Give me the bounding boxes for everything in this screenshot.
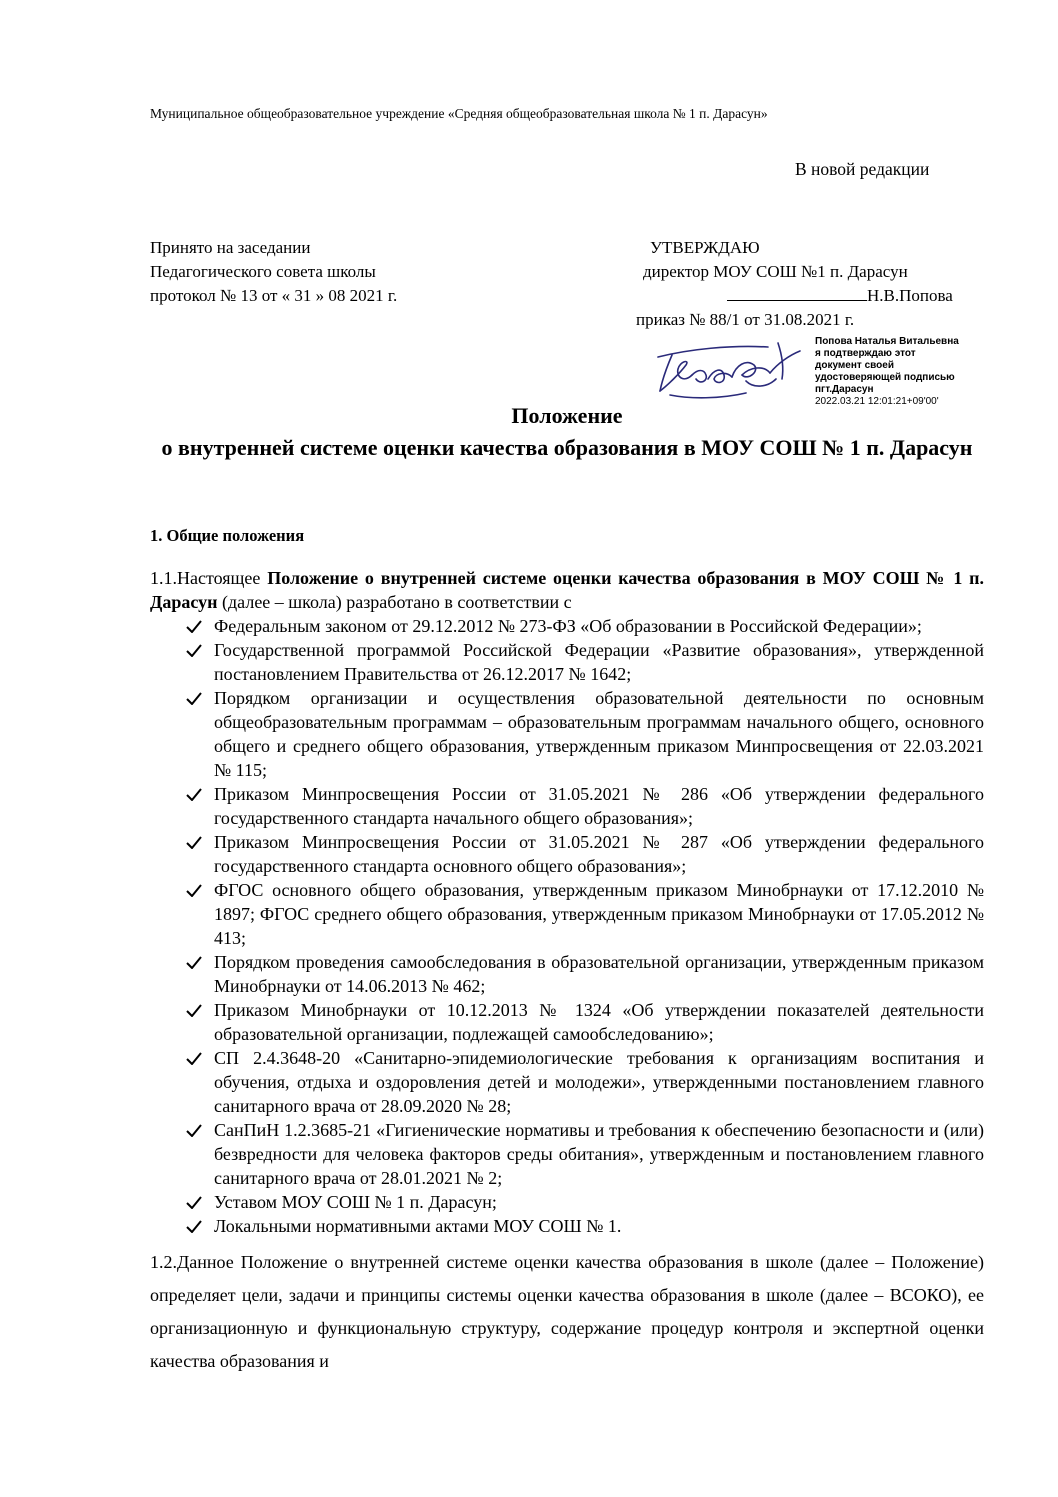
section-heading: 1. Общие положения: [150, 526, 305, 545]
list-item: [184, 1214, 984, 1238]
adopted-block: [150, 236, 397, 308]
organization-header: Муниципальное общеобразовательное учреждение «Средняя общеобразовательная школа № 1 п. Дарасун»: [150, 106, 768, 121]
stamp-date: 2022.03.21 12:01:21+09'00': [815, 396, 939, 407]
list-item: [184, 782, 984, 830]
checkmark-icon: [186, 836, 202, 849]
list-item-text: Локальными нормативными актами МОУ СОШ № 1.: [214, 1216, 622, 1236]
list-item-text: Приказом Минобрнауки от 10.12.2013 № 1324 «Об утверждении показателей деятельности образовательной организации, подлежащей самообследованию»;: [214, 1000, 984, 1044]
list-item-text: Приказом Минпросвещения России от 31.05.2021 № 287 «Об утверждении федерального государственного стандарта основного общего образования»;: [214, 832, 984, 876]
stamp-line-2: я подтверждаю этот: [815, 348, 916, 359]
approved-line-1: УТВЕРЖДАЮ: [650, 238, 760, 257]
list-item-text: Приказом Минпросвещения России от 31.05.2021 № 286 «Об утверждении федерального государственного стандарта начального общего образования»;: [214, 784, 984, 828]
stamp-name: Попова Наталья Витальевна: [815, 336, 959, 347]
list-item: [184, 1190, 984, 1214]
adopted-line-3: протокол № 13 от « 31 » 08 2021 г.: [150, 286, 398, 305]
edition-note: В новой редакции: [795, 159, 930, 179]
title-line-2: о внутренней системе оценки качества образования в МОУ СОШ № 1 п. Дарасун: [161, 435, 973, 460]
adopted-line-1: Принято на заседании: [150, 238, 311, 257]
list-item: [184, 830, 984, 878]
p11-suffix: (далее – школа) разработано в соответствии с: [217, 592, 572, 612]
p11-prefix: 1.1.Настоящее: [150, 568, 268, 588]
approved-block: [636, 236, 953, 332]
adopted-line-2: Педагогического совета школы: [150, 262, 376, 281]
list-item-text: ФГОС основного общего образования, утвержденным приказом Минобрнауки от 17.12.2010 № 1897; ФГОС среднего общего образования, утвержденным приказом Минобрнауки от 17.05.2012 № 413;: [214, 880, 984, 948]
checkmark-icon: [186, 1196, 202, 1209]
list-item: [184, 614, 984, 638]
p11-bold: Положение о внутренней системе оценки качества образования в МОУ СОШ № 1 п. Дарасун: [150, 568, 984, 612]
approved-signer: Н.В.Попова: [867, 286, 953, 305]
document-body: [150, 526, 984, 1378]
paragraph-1-2: 1.2.Данное Положение о внутренней системе оценки качества образования в школе (далее – Положение) определяет цели, задачи и принципы системы оценки качества образования в школе (далее – ВСОКО), ее организационную и функциональную структуру, содержание процедур контроля и экспертной оценки качества образования и: [150, 1252, 984, 1371]
stamp-line-3: документ своей: [815, 360, 894, 371]
list-item-text: Порядком проведения самообследования в образовательной организации, утвержденным приказом Минобрнауки от 14.06.2013 № 462;: [214, 952, 984, 996]
stamp-line-5: пгт.Дарасун: [815, 384, 874, 395]
list-item: [184, 1046, 984, 1118]
legal-basis-list: [150, 614, 984, 1238]
signature-underline: [727, 286, 867, 301]
checkmark-icon: [186, 1220, 202, 1233]
list-item-text: СанПиН 1.2.3685-21 «Гигиенические нормативы и требования к обеспечению безопасности и (или) безвредности для человека факторов среды обитания», утвержденным и постановлением главного санитарного врача от 28.01.2021 № 2;: [214, 1120, 984, 1188]
approved-signer-line: [643, 284, 953, 308]
checkmark-icon: [186, 1124, 202, 1137]
checkmark-icon: [186, 620, 202, 633]
list-item: [184, 998, 984, 1046]
handwritten-signature-icon: [650, 335, 820, 410]
list-item-text: Государственной программой Российской Федерации «Развитие образования», утвержденной постановлением Правительства от 26.12.2017 № 1642;: [214, 640, 984, 684]
checkmark-icon: [186, 956, 202, 969]
checkmark-icon: [186, 788, 202, 801]
approved-line-2: директор МОУ СОШ №1 п. Дарасун: [643, 262, 908, 281]
checkmark-icon: [186, 644, 202, 657]
list-item: [184, 638, 984, 686]
digital-signature-stamp: [815, 336, 959, 408]
approved-order: приказ № 88/1 от 31.08.2021 г.: [636, 310, 855, 329]
list-item-text: Федеральным законом от 29.12.2012 № 273-ФЗ «Об образовании в Российской Федерации»;: [214, 616, 922, 636]
list-item: [184, 686, 984, 782]
paragraph-1-1: [150, 566, 984, 614]
list-item: [184, 1118, 984, 1190]
checkmark-icon: [186, 1052, 202, 1065]
stamp-line-4: удостоверяющей подписью: [815, 372, 955, 383]
list-item: [184, 878, 984, 950]
list-item-text: Уставом МОУ СОШ № 1 п. Дарасун;: [214, 1192, 497, 1212]
checkmark-icon: [186, 692, 202, 705]
list-item: [184, 950, 984, 998]
list-item-text: Порядком организации и осуществления образовательной деятельности по основным общеобразовательным программам – образовательным программам начального общего, основного общего и среднего общего образования, утвержденным приказом Минпросвещения от 22.03.2021 № 115;: [214, 688, 984, 780]
title-line-1: Положение: [511, 403, 623, 428]
checkmark-icon: [186, 884, 202, 897]
checkmark-icon: [186, 1004, 202, 1017]
list-item-text: СП 2.4.3648-20 «Санитарно-эпидемиологические требования к организациям воспитания и обучения, отдыха и оздоровления детей и молодежи», утвержденными постановлением главного санитарного врача от 28.09.2020 № 28;: [214, 1048, 984, 1116]
document-title: [150, 400, 984, 464]
